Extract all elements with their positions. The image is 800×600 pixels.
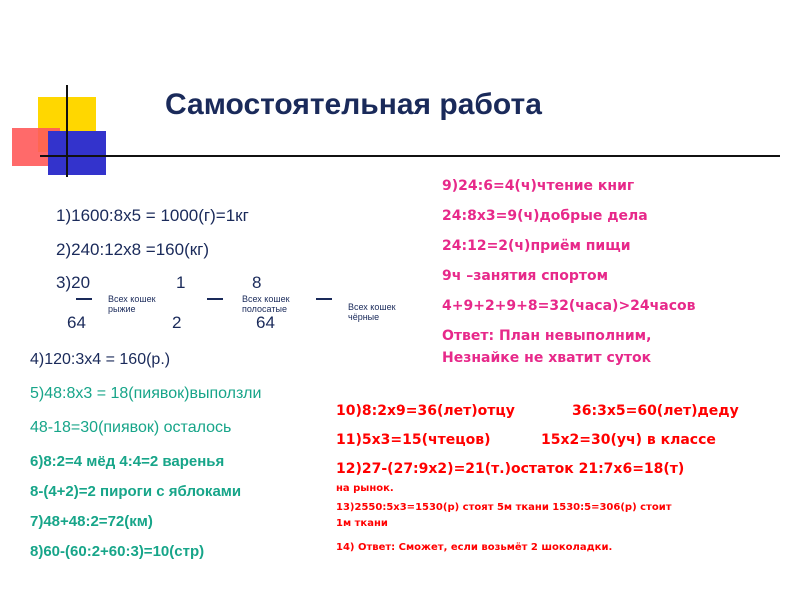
blue-square [48,131,106,175]
task-9-line-5: 4+9+2+9+8=32(часа)>24часов [442,298,696,314]
horizontal-rule [40,155,780,157]
task-9-line-4: 9ч –занятия спортом [442,268,609,284]
task-12: 12)27-(27:9x2)=21(т.)остаток 21:7x6=18(т) [336,461,685,477]
task-12-continued: на рынок. [336,483,394,494]
solution-line-1: 1)1600:8x5 = 1000(г)=1кг [56,206,249,225]
solution-line-2: 2)240:12x8 =160(кг) [56,240,210,259]
label-ginger-cats: Всех кошек рыжие [108,294,156,314]
solution-line-5: 5)48:8x3 = 18(пиявок)выползли [30,385,262,402]
task-11-part-2: 15x2=30(уч) в классе [541,432,716,448]
task-9-line-2: 24:8x3=9(ч)добрые дела [442,208,648,224]
solution-line-5b: 48-18=30(пиявок) осталось [30,419,232,436]
task-9-answer-1: Ответ: План невыполним, [442,328,652,344]
fraction-denominator-3: 64 [256,313,275,332]
task-11-part-1: 11)5x3=15(чтецов) [336,432,491,448]
task-9-line-3: 24:12=2(ч)приём пищи [442,238,631,254]
task-10-part-2: 36:3x5=60(лет)деду [572,403,739,419]
label-striped-cats: Всех кошек полосатые [242,294,290,314]
fraction-denominator-1: 64 [67,313,86,332]
page-title: Самостоятельная работа [165,88,542,121]
task-10-part-1: 10)8:2x9=36(лет)отцу [336,403,515,419]
fraction-numerator-2: 1 [176,273,186,292]
solution-line-3-prefix: 3)20 [56,273,91,292]
solution-line-6b: 8-(4+2)=2 пироги с яблоками [30,483,242,500]
task-9-answer-2: Незнайке не хватит суток [442,350,652,366]
task-14-answer: 14) Ответ: Сможет, если возьмёт 2 шоколадки. [336,542,613,553]
fraction-numerator-3: 8 [252,273,262,292]
task-9-line-1: 9)24:6=4(ч)чтение книг [442,178,635,194]
solution-line-4: 4)120:3x4 = 160(р.) [30,351,171,368]
solution-line-7: 7)48+48:2=72(км) [30,513,153,530]
fraction-denominator-2: 2 [172,313,182,332]
solution-line-8: 8)60-(60:2+60:3)=10(стр) [30,543,205,560]
label-black-cats: Всех кошек чёрные [348,302,396,322]
fraction-bar-3 [316,298,332,300]
fraction-bar-2 [207,298,223,300]
fraction-bar-1 [76,298,92,300]
task-13: 13)2550:5x3=1530(р) стоят 5м ткани 1530:5=306(р) стоит [336,502,672,513]
vertical-rule [66,85,68,177]
solution-line-6: 6)8:2=4 мёд 4:4=2 варенья [30,453,225,470]
task-13-continued: 1м ткани [336,518,388,529]
